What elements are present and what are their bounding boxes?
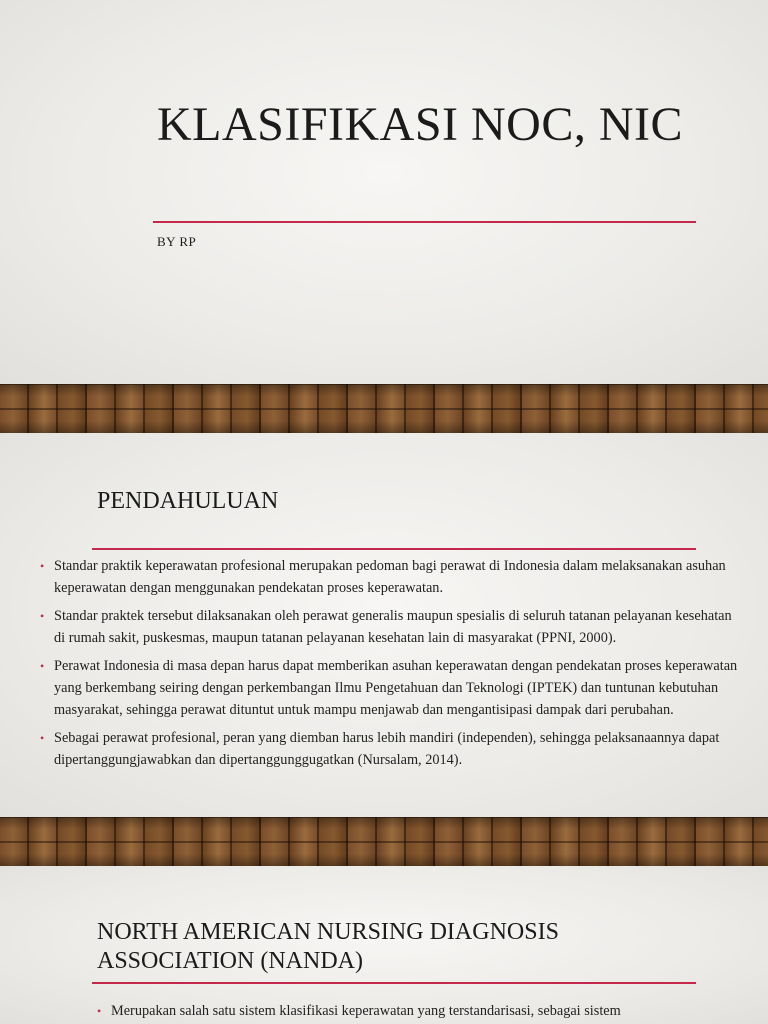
slide-nanda [0,866,768,1024]
heading-divider [92,982,696,984]
bullet-text: Sebagai perawat profesional, peran yang diemban harus lebih mandiri (independen), sehingga pelaksanaannya dapat dipertanggungjawabkan dan dipertanggunggugatkan (Nursalam, 2014). [54,730,720,768]
bullet-item [40,655,740,721]
heading-divider [92,548,696,550]
bullet-text: Merupakan salah satu sistem klasifikasi keperawatan yang terstandarisasi, sebagai sistem [111,1003,621,1019]
bullet-item [97,1000,737,1022]
bullet-text: Standar praktik keperawatan profesional merupakan pedoman bagi perawat di Indonesia dalam melaksanakan asuhan keperawatan dengan menggunakan pendekatan proses keperawatan. [54,558,726,596]
wood-floor-divider [0,817,768,866]
bullet-icon: • [40,731,45,745]
bullet-icon: • [97,1004,102,1018]
slide-subtitle: BY RP [157,234,197,249]
bullet-list [40,555,740,777]
bullet-icon: • [40,659,45,673]
wood-floor-divider [0,384,768,433]
slide-title [0,0,768,384]
slide-title-text: KLASIFIKASI NOC, NIC [157,98,684,151]
slide-heading: NORTH AMERICAN NURSING DIAGNOSIS ASSOCIATION (NANDA) [97,919,559,974]
bullet-text: Standar praktek tersebut dilaksanakan oleh perawat generalis maupun spesialis di seluruh tatanan pelayanan kesehatan di rumah sakit, puskesmas, maupun tatanan pelayanan kesehatan lain di masyarakat (PPNI, 2000). [54,608,732,646]
slide-heading: PENDAHULUAN [97,488,279,514]
slide-pendahuluan [0,433,768,817]
bullet-text: Perawat Indonesia di masa depan harus dapat memberikan asuhan keperawatan dengan pendekatan proses keperawatan yang berkembang seiring dengan perkembangan Ilmu Pengetahuan dan Teknologi (IPTEK) dan tuntunan kebutuhan masyarakat, sehingga perawat dituntut untuk mampu menjawab dan mengantisipasi dampak dari perubahan. [54,658,738,718]
bullet-list [97,1000,737,1024]
bullet-icon: • [40,609,45,623]
bullet-item [40,555,740,599]
bullet-item [40,605,740,649]
bullet-icon: • [40,559,45,573]
bullet-item [40,727,740,771]
title-divider [153,221,696,223]
